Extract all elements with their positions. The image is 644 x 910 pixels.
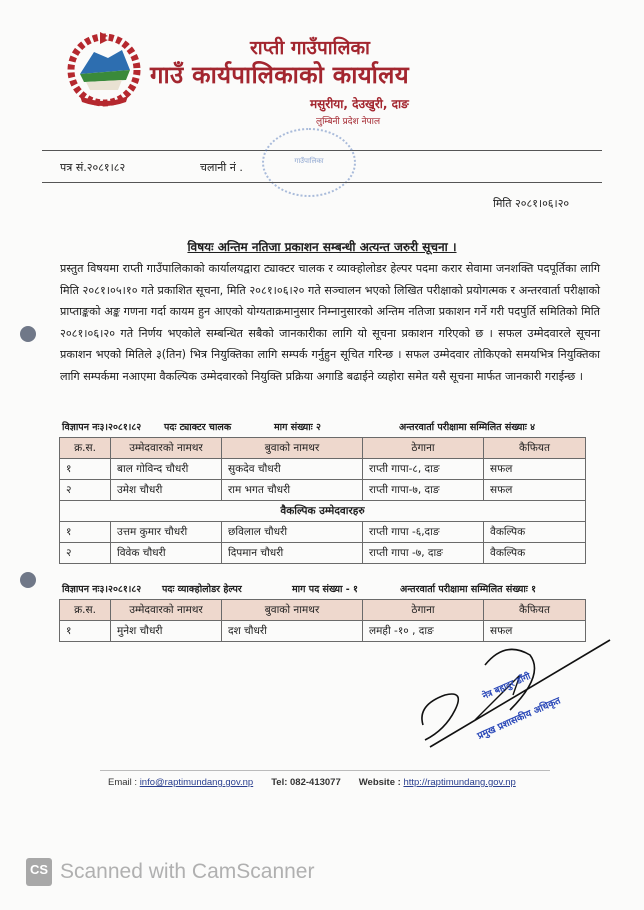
signatory-name: नेत्र बहादुर डाँगी	[481, 671, 533, 702]
cell-father: सुकदेव चौधरी	[222, 459, 363, 480]
cell-serial: २	[60, 480, 111, 501]
office-stamp: गाउँपालिका	[262, 128, 356, 197]
section2-ad-no: विज्ञापन नः३।२०८१।८२	[62, 584, 142, 595]
cell-candidate: मुनेश चौधरी	[111, 621, 222, 642]
cell-remarks: सफल	[484, 480, 586, 501]
column-header: क्र.स.	[60, 438, 111, 459]
column-header: क्र.स.	[60, 600, 111, 621]
email-label: Email :	[108, 777, 138, 788]
cell-father: दिपमान चौधरी	[222, 543, 363, 564]
footer-website	[359, 777, 516, 788]
cell-remarks: सफल	[484, 459, 586, 480]
notice-body: प्रस्तुत विषयमा राप्ती गाउँपालिकाको कार्यालयद्वारा ट्याक्टर चालक र व्याक्होलोडर हेल्पर पदमा करार सेवामा जनशक्ति पदपूर्तिका लागि मिति २०८१।०५।१० गते प्रकाशित सूचना, मिति २०८१।०६।२० गते सञ्चालन भएको लिखित परीक्षाको प्रयोगत्मक र अन्तरवार्ता परीक्षाको प्राप्ताङ्कको अङ्क गणना गर्दा कायम हुन आएको योग्यताक्रमानुसार निम्नानुसारको अन्तिम नतिजा प्रकाशन गर्ने गरी पदपुर्ति समितिको मिति २०८१।०६।२० गते निर्णय भएकोले सम्बन्धित सबैको जानकारीका लागि यो सूचना प्रकाशन गरिएको छ । सफल उम्मेदवारले सूचना प्रकाशन भएको मितिले ३(तिन) भित्र नियुक्तिका लागि सम्पर्क गर्नुहुन सूचित गरिन्छ । सफल उम्मेदवार तोकिएको समयभित्र नियुक्तिका लागि सम्पर्कमा नआएमा वैकल्पिक उम्मेदवारको नियुक्ति प्रक्रिया अगाडि बढाईने व्यहोरा समेत यसै सूचना मार्फत जानकारी गराईन्छ ।	[60, 262, 600, 383]
column-header: बुवाको नामथर	[222, 600, 363, 621]
letter-number: पत्र सं.२०८१।८२	[60, 161, 126, 174]
footer-email	[108, 777, 253, 788]
cell-candidate: बाल गोविन्द चौधरी	[111, 459, 222, 480]
municipality-name: राप्ती गाउँपालिका	[250, 37, 370, 59]
section1-post: पदः ट्याक्टर चालक	[164, 422, 232, 433]
website-label: Website :	[358, 777, 401, 788]
section1-meta	[62, 420, 582, 433]
table-header-row	[60, 600, 586, 621]
cell-remarks: वैकल्पिक	[484, 543, 586, 564]
section2-post: पदः व्याक्होलोडर हेल्पर	[162, 584, 242, 595]
footer-tel: Tel: 082-413077	[271, 777, 341, 788]
footer-contact	[108, 777, 516, 788]
punch-hole	[20, 572, 36, 588]
cell-address: राप्ती गापा-८, दाङ	[363, 459, 484, 480]
footer-divider	[100, 770, 550, 771]
camscanner-watermark	[26, 858, 314, 886]
cell-remarks: वैकल्पिक	[484, 522, 586, 543]
section1-results-table	[59, 437, 586, 564]
table-row	[60, 480, 586, 501]
cell-address: राप्ती गापा -६,दाङ	[363, 522, 484, 543]
column-header: उम्मेदवारको नामथर	[111, 438, 222, 459]
cell-serial: १	[60, 522, 111, 543]
section1-demand: माग संख्याः २	[274, 422, 321, 433]
column-header: बुवाको नामथर	[222, 438, 363, 459]
section2-demand: माग पद संख्या - १	[292, 584, 358, 595]
section1-interview-count: अन्तरवार्ता परीक्षामा सम्मिलित संख्याः ४	[399, 422, 536, 433]
alternate-candidates-heading: वैकल्पिक उम्मेदवारहरु	[60, 501, 586, 522]
column-header: ठेगाना	[363, 600, 484, 621]
cell-remarks: सफल	[484, 621, 586, 642]
cell-father: दश चौधरी	[222, 621, 363, 642]
section2-interview-count: अन्तरवार्ता परीक्षामा सम्मिलित संख्याः १	[400, 584, 537, 595]
cell-address: लमही -१० , दाङ	[363, 621, 484, 642]
cell-candidate: विवेक चौधरी	[111, 543, 222, 564]
reference-divider	[42, 182, 602, 183]
cell-candidate: उत्तम कुमार चौधरी	[111, 522, 222, 543]
signature-scribble-icon	[415, 635, 615, 755]
subject-line: विषयः अन्तिम नतिजा प्रकाशन सम्बन्धी अत्यन्त जरुरी सूचना ।	[187, 240, 457, 254]
column-header: ठेगाना	[363, 438, 484, 459]
office-name: गाउँ कार्यपालिकाको कार्यालय	[150, 61, 409, 89]
website-link[interactable]: http://raptimundang.gov.np	[403, 777, 516, 788]
table-row	[60, 543, 586, 564]
alternate-heading-row	[60, 501, 586, 522]
cell-serial: १	[60, 621, 111, 642]
table-header-row	[60, 438, 586, 459]
cell-candidate: उमेश चौधरी	[111, 480, 222, 501]
cell-address: राप्ती गापा -७, दाङ	[363, 543, 484, 564]
letter-date: मिति २०८१।०६।२०	[493, 197, 570, 210]
email-link[interactable]: info@raptimundang.gov.np	[139, 777, 254, 788]
signatory-title: प्रमुख प्रशासकीय अधिकृत	[475, 695, 563, 742]
camscanner-logo-icon: CS	[26, 858, 52, 886]
dispatch-number: चलानी नं .	[200, 161, 243, 174]
cell-father: राम भगत चौधरी	[222, 480, 363, 501]
camscanner-text: Scanned with CamScanner	[60, 860, 315, 883]
column-header: कैफियत	[484, 438, 586, 459]
table-row	[60, 459, 586, 480]
office-address: मसुरीया, देउखुरी, दाङ	[310, 97, 409, 111]
column-header: उम्मेदवारको नामथर	[111, 600, 222, 621]
column-header: कैफियत	[484, 600, 586, 621]
cell-father: छविलाल चौधरी	[222, 522, 363, 543]
table-row	[60, 522, 586, 543]
nepal-emblem-icon	[60, 28, 148, 108]
cell-serial: १	[60, 459, 111, 480]
office-province: लुम्बिनी प्रदेश नेपाल	[316, 117, 381, 127]
cell-address: राप्ती गापा-७, दाङ	[363, 480, 484, 501]
section2-meta	[62, 582, 582, 595]
punch-hole	[20, 326, 36, 342]
cell-serial: २	[60, 543, 111, 564]
section1-ad-no: विज्ञापन नः३।२०८१।८२	[62, 422, 142, 433]
